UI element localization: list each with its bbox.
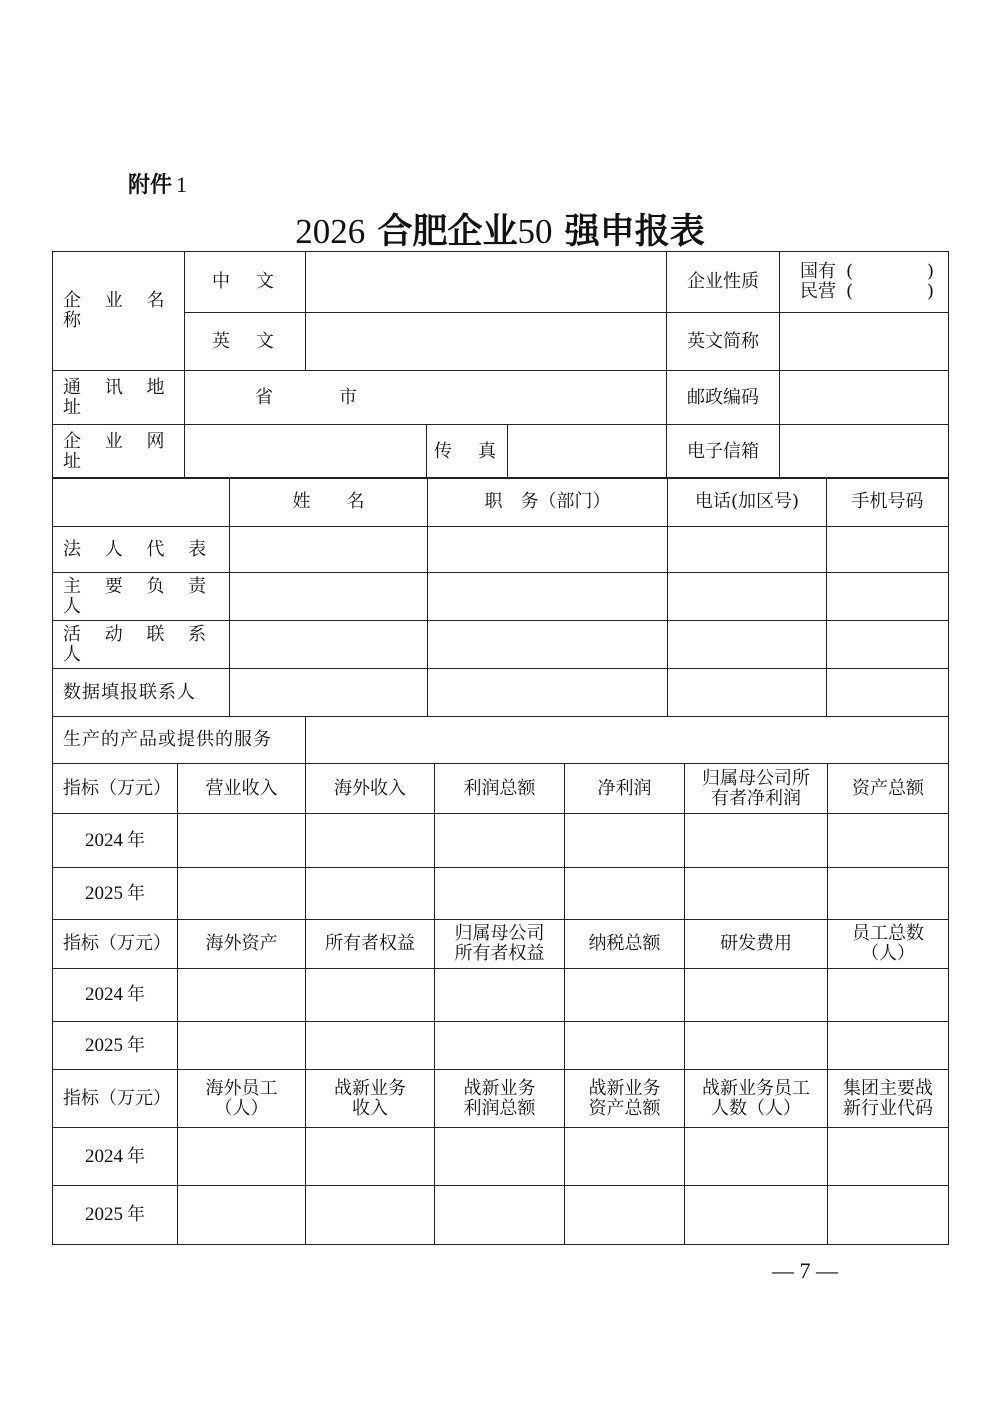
email-label: 电子信箱 [667, 425, 780, 479]
header-mobile: 手机号码 [827, 478, 949, 527]
indicator-value-field[interactable] [178, 1186, 306, 1245]
data-contact-name-field[interactable] [230, 669, 428, 717]
indicator-value-field[interactable] [828, 1128, 949, 1186]
indicator-header-line: 人数（人） [711, 1097, 801, 1119]
province-label: 省 [255, 386, 273, 408]
head-person-label: 主 要 负 责 人 [53, 573, 230, 621]
indicator-unit-label: 指标（万元） [53, 764, 178, 814]
indicator-header-line: 战新业务员工 [702, 1077, 810, 1099]
indicator-value-field[interactable] [565, 969, 685, 1022]
indicator-header-line: 集团主要战 [843, 1077, 933, 1099]
indicator-value-field[interactable] [828, 868, 949, 920]
indicator-value-field[interactable] [178, 1128, 306, 1186]
name-cn-field[interactable] [306, 252, 667, 313]
head-person-name-field[interactable] [230, 573, 428, 621]
indicator-value-field[interactable] [565, 1022, 685, 1070]
indicator-header-line: 营业收入 [205, 777, 278, 799]
indicator-header [178, 920, 306, 969]
name-cn-label: 中 文 [185, 252, 306, 313]
nature-private-label: 民营 [800, 281, 837, 302]
indicator-header-line: 归属母公司 [454, 923, 545, 944]
indicator-value-field[interactable] [435, 1128, 565, 1186]
head-person-mobile-field[interactable] [827, 573, 949, 621]
form-title: 2026 合肥企业50 强申报表 [295, 211, 705, 252]
indicator-value-field[interactable] [565, 1128, 685, 1186]
indicator-header-line: 新行业代码 [843, 1097, 933, 1119]
indicator-header-line: 纳税总额 [588, 933, 661, 954]
indicator-header [306, 764, 435, 814]
year-label: 2025 年 [53, 1022, 178, 1070]
legal-rep-label: 法 人 代 表 [53, 527, 230, 573]
year-label: 2024 年 [53, 1128, 178, 1186]
contacts-table [52, 477, 949, 717]
indicator-header [685, 1070, 828, 1128]
header-name: 姓 名 [230, 478, 428, 527]
indicator-header-line: 所有者权益 [325, 933, 415, 954]
indicator-header-line: 归属母公司所 [702, 767, 810, 789]
year-label: 2025 年 [53, 868, 178, 920]
name-en-field[interactable] [306, 313, 667, 371]
legal-rep-phone-field[interactable] [668, 527, 827, 573]
header-phone: 电话(加区号) [668, 478, 827, 527]
indicator-header [685, 920, 828, 969]
indicator-header-line: 战新业务 [463, 1077, 536, 1099]
en-abbr-label: 英文简称 [667, 313, 780, 371]
legal-rep-mobile-field[interactable] [827, 527, 949, 573]
indicator-header [435, 764, 565, 814]
postcode-label: 邮政编码 [667, 371, 780, 425]
indicator-value-field[interactable] [685, 1128, 828, 1186]
indicator-value-field[interactable] [828, 814, 949, 868]
year-label: 2025 年 [53, 1186, 178, 1245]
indicator-value-field[interactable] [306, 814, 435, 868]
indicator-unit-label: 指标（万元） [53, 1070, 178, 1128]
en-abbr-field[interactable] [780, 313, 949, 371]
page-number: — 7 — [772, 1258, 838, 1283]
indicators-table [52, 763, 949, 1245]
event-contact-name-field[interactable] [230, 621, 428, 669]
indicator-header-line: （人） [214, 1097, 269, 1119]
indicator-header [435, 1070, 565, 1128]
fax-label: 传 真 [427, 425, 508, 479]
indicator-header [685, 764, 828, 814]
products-label: 生产的产品或提供的服务 [53, 717, 306, 764]
indicator-value-field[interactable] [178, 814, 306, 868]
indicator-header-line: 员工总数 [852, 923, 924, 944]
nature-label: 企业性质 [667, 252, 780, 313]
indicator-header [828, 1070, 949, 1128]
indicator-value-field[interactable] [435, 814, 565, 868]
indicator-value-field[interactable] [685, 1022, 828, 1070]
website-field[interactable] [185, 425, 427, 479]
legal-rep-name-field[interactable] [230, 527, 428, 573]
indicator-value-field[interactable] [828, 969, 949, 1022]
event-contact-position-field[interactable] [428, 621, 668, 669]
indicator-value-field[interactable] [828, 1186, 949, 1245]
indicator-header-line: 研发费用 [720, 933, 792, 954]
event-contact-label: 活 动 联 系 人 [53, 621, 230, 669]
address-field[interactable] [185, 371, 667, 425]
indicator-header-line: 收入 [352, 1097, 388, 1119]
indicator-value-field[interactable] [685, 969, 828, 1022]
indicator-value-field[interactable] [306, 1022, 435, 1070]
products-field[interactable] [306, 717, 949, 764]
indicator-value-field[interactable] [306, 969, 435, 1022]
products-table [52, 716, 949, 764]
legal-rep-position-field[interactable] [428, 527, 668, 573]
indicator-header [306, 1070, 435, 1128]
website-label: 企 业 网 址 [53, 425, 185, 479]
indicator-value-field[interactable] [565, 868, 685, 920]
indicator-header [178, 1070, 306, 1128]
head-person-position-field[interactable] [428, 573, 668, 621]
basic-info-table [52, 251, 949, 479]
data-contact-mobile-field[interactable] [827, 669, 949, 717]
indicator-value-field[interactable] [565, 1186, 685, 1245]
name-en-label: 英 文 [185, 313, 306, 371]
indicator-header [828, 764, 949, 814]
indicator-header [565, 920, 685, 969]
indicator-value-field[interactable] [306, 1186, 435, 1245]
indicator-unit-label: 指标（万元） [53, 920, 178, 969]
event-contact-phone-field[interactable] [668, 621, 827, 669]
indicator-header-line: （人） [861, 943, 915, 964]
indicator-value-field[interactable] [178, 868, 306, 920]
indicator-header-line: 利润总额 [463, 777, 536, 799]
indicator-value-field[interactable] [178, 969, 306, 1022]
year-label: 2024 年 [53, 814, 178, 868]
city-label: 市 [339, 386, 357, 408]
indicator-value-field[interactable] [178, 1022, 306, 1070]
indicator-value-field[interactable] [685, 814, 828, 868]
indicator-value-field[interactable] [828, 1022, 949, 1070]
postcode-field[interactable] [780, 371, 949, 425]
contacts-corner [53, 478, 230, 527]
indicator-header-line: 有者净利润 [711, 787, 801, 809]
indicator-value-field[interactable] [306, 1128, 435, 1186]
indicator-header-line: 战新业务 [588, 1077, 661, 1099]
indicator-header-line: 净利润 [597, 777, 652, 799]
header-position: 职 务（部门） [428, 478, 668, 527]
email-field[interactable] [780, 425, 949, 479]
indicator-header-line: 海外收入 [334, 777, 406, 799]
indicator-header [828, 920, 949, 969]
indicator-header-line: 所有者权益 [454, 943, 545, 964]
indicator-header-line: 战新业务 [334, 1077, 406, 1099]
indicator-header-line: 资产总额 [588, 1097, 661, 1119]
indicator-header-line: 资产总额 [852, 777, 924, 799]
data-contact-phone-field[interactable] [668, 669, 827, 717]
indicator-header-line: 海外资产 [205, 933, 278, 954]
head-person-phone-field[interactable] [668, 573, 827, 621]
indicator-value-field[interactable] [435, 1022, 565, 1070]
indicator-header-line: 海外员工 [205, 1077, 278, 1099]
attachment-label: 附件 1 [128, 172, 188, 198]
indicator-header [565, 1070, 685, 1128]
company-name-label: 企 业 名 称 [53, 252, 185, 371]
nature-state-label: 国有 [800, 261, 837, 282]
indicator-value-field[interactable] [306, 868, 435, 920]
indicator-value-field[interactable] [685, 1186, 828, 1245]
data-contact-position-field[interactable] [428, 669, 668, 717]
indicator-value-field[interactable] [435, 969, 565, 1022]
address-label: 通 讯 地 址 [53, 371, 185, 425]
fax-field[interactable] [508, 425, 667, 479]
indicator-value-field[interactable] [435, 1186, 565, 1245]
indicator-header [178, 764, 306, 814]
indicator-value-field[interactable] [565, 814, 685, 868]
indicator-value-field[interactable] [685, 868, 828, 920]
event-contact-mobile-field[interactable] [827, 621, 949, 669]
indicator-value-field[interactable] [435, 868, 565, 920]
year-label: 2024 年 [53, 969, 178, 1022]
indicator-header [306, 920, 435, 969]
data-contact-label: 数据填报联系人 [53, 669, 230, 717]
indicator-header [435, 920, 565, 969]
indicator-header-line: 利润总额 [463, 1097, 536, 1119]
nature-field[interactable]: 国有 ( ) 民营 ( ) [780, 252, 949, 313]
indicator-header [565, 764, 685, 814]
